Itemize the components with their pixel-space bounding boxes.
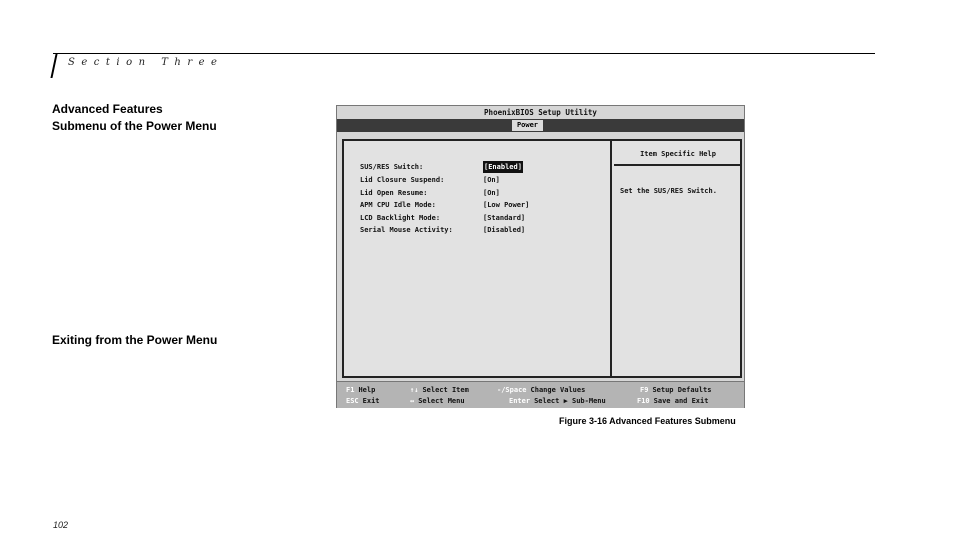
footer-key: Enter (509, 397, 531, 405)
bios-main-panel (342, 139, 742, 378)
figure-caption: Figure 3-16 Advanced Features Submenu (559, 416, 736, 426)
heading-submenu-power: Submenu of the Power Menu (52, 119, 217, 133)
footer-key: F9 (640, 386, 649, 394)
setting-value[interactable]: [Low Power] (483, 201, 530, 209)
setting-label: LCD Backlight Mode: (360, 214, 441, 222)
footer-help (346, 385, 375, 395)
setting-label: SUS/RES Switch: (360, 163, 424, 171)
footer-action: Select Menu (418, 397, 465, 405)
tab-power[interactable]: Power (512, 120, 543, 131)
footer-exit (346, 396, 380, 406)
setting-value[interactable]: [Disabled] (483, 226, 526, 234)
footer-key: ESC (346, 397, 359, 405)
setting-label: Lid Closure Suspend: (360, 176, 445, 184)
footer-save-exit (637, 396, 708, 406)
bios-footer (337, 381, 744, 408)
bios-title: PhoenixBIOS Setup Utility (484, 108, 597, 117)
section-label: Section Three (68, 57, 224, 68)
left-right-arrows-icon: ↔ (410, 397, 415, 405)
footer-change-values (497, 385, 585, 395)
footer-key: F10 (637, 397, 650, 405)
bios-screenshot (336, 105, 745, 408)
header-rule (53, 53, 875, 54)
heading-exiting-power-menu: Exiting from the Power Menu (52, 333, 218, 347)
footer-action: Change Values (530, 386, 586, 394)
setting-label: Lid Open Resume: (360, 189, 428, 197)
footer-select-item (410, 385, 469, 395)
footer-action: Select Item (422, 386, 469, 394)
page-number: 102 (53, 520, 69, 530)
setting-label: APM CPU Idle Mode: (360, 201, 436, 209)
bios-panel-divider (610, 141, 612, 376)
footer-action: Save and Exit (653, 397, 709, 405)
header-tick-mark (50, 54, 57, 78)
bios-menubar (337, 119, 744, 132)
setting-value[interactable]: [Enabled] (484, 163, 522, 171)
footer-key: -/Space (497, 386, 527, 394)
up-down-arrows-icon: ↑↓ (410, 386, 419, 394)
setting-label: Serial Mouse Activity: (360, 226, 453, 234)
setting-value[interactable]: [On] (483, 189, 500, 197)
footer-action: Setup Defaults (652, 386, 712, 394)
footer-action: Help (358, 386, 376, 394)
footer-action: Select ▶ Sub-Menu (534, 397, 606, 405)
setting-value[interactable]: [Standard] (483, 214, 526, 222)
footer-key: F1 (346, 386, 355, 394)
footer-select-menu (410, 396, 465, 406)
heading-advanced-features: Advanced Features (52, 102, 163, 116)
footer-setup-defaults (640, 385, 711, 395)
help-text: Set the SUS/RES Switch. (620, 187, 717, 195)
help-title: Item Specific Help (614, 142, 742, 166)
setting-value[interactable]: [On] (483, 176, 500, 184)
footer-select-submenu (509, 396, 606, 406)
footer-action: Exit (362, 397, 380, 405)
